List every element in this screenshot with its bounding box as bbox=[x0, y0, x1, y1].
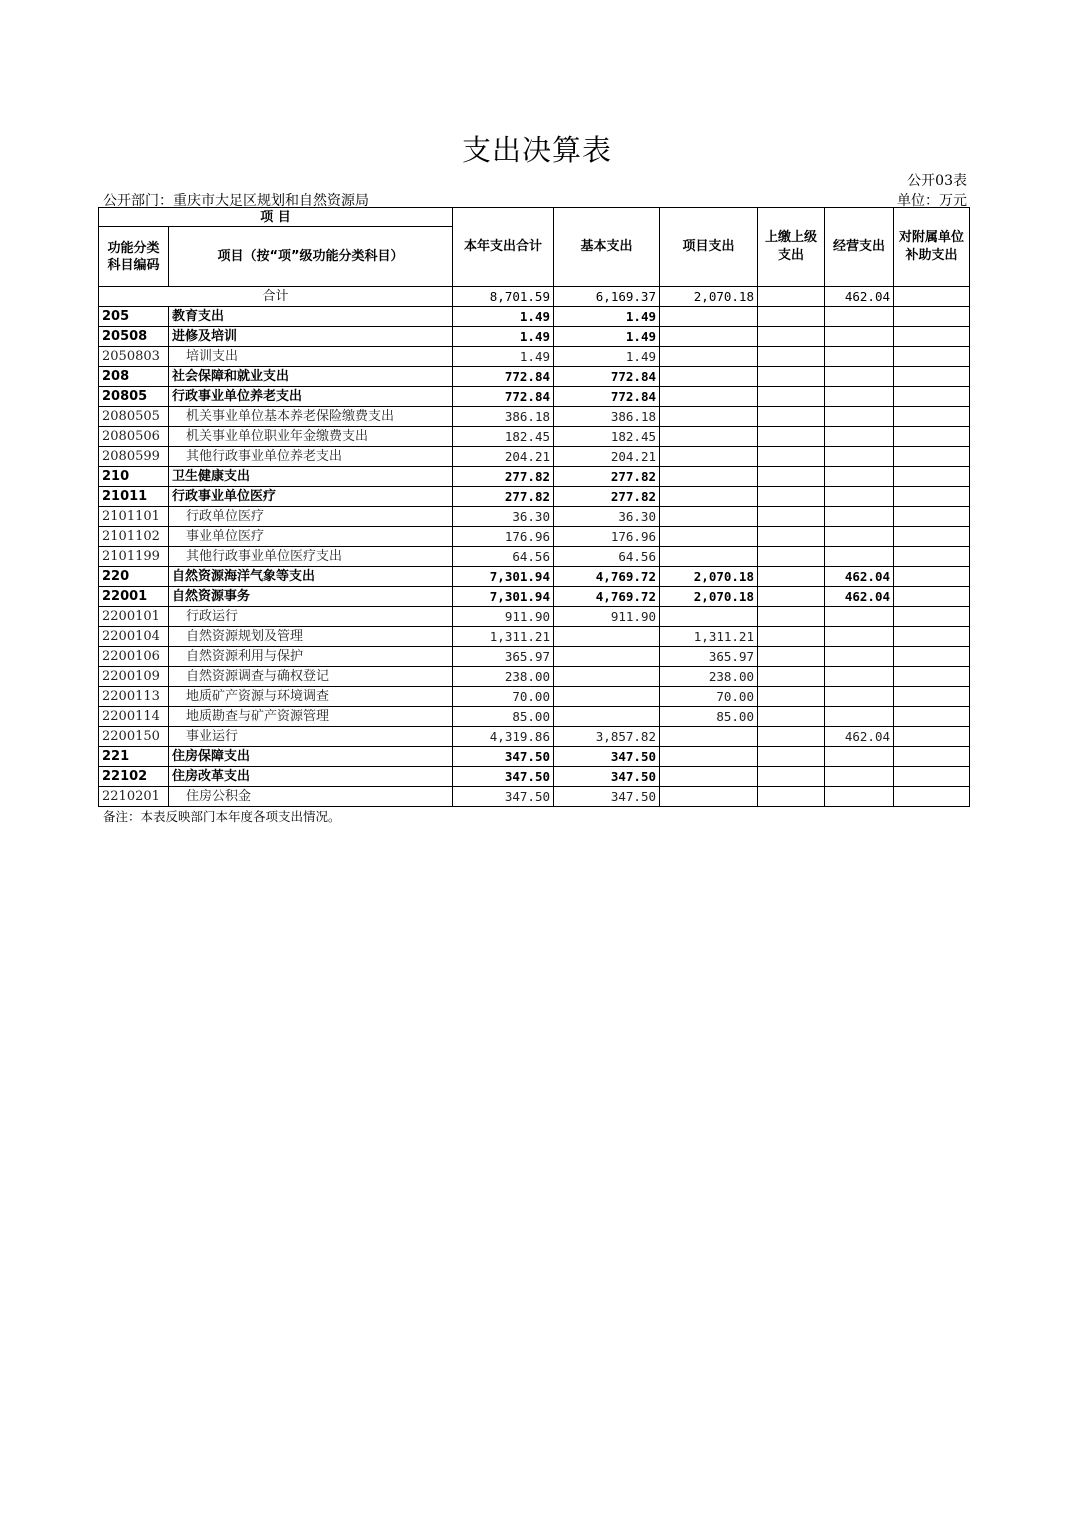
cell-basic: 36.30 bbox=[554, 507, 660, 527]
cell-name: 自然资源规划及管理 bbox=[169, 627, 453, 647]
cell-basic bbox=[554, 667, 660, 687]
cell-name: 其他行政事业单位医疗支出 bbox=[169, 547, 453, 567]
table-row bbox=[99, 567, 970, 587]
form-number: 公开03表 bbox=[907, 173, 967, 189]
cell-code: 2200104 bbox=[99, 627, 169, 647]
cell-project bbox=[660, 387, 758, 407]
cell-code: 2200106 bbox=[99, 647, 169, 667]
cell-upper bbox=[758, 527, 825, 547]
cell-project bbox=[660, 787, 758, 807]
table-row bbox=[99, 707, 970, 727]
cell-name: 教育支出 bbox=[169, 307, 453, 327]
cell-subsidy bbox=[894, 347, 970, 367]
cell-basic bbox=[554, 707, 660, 727]
cell-upper bbox=[758, 667, 825, 687]
table-row bbox=[99, 787, 970, 807]
cell-basic: 176.96 bbox=[554, 527, 660, 547]
cell-total: 347.50 bbox=[453, 747, 554, 767]
total-upper bbox=[758, 287, 825, 307]
table-row bbox=[99, 407, 970, 427]
cell-project: 365.97 bbox=[660, 647, 758, 667]
cell-name: 事业运行 bbox=[169, 727, 453, 747]
cell-upper bbox=[758, 327, 825, 347]
cell-upper bbox=[758, 727, 825, 747]
cell-upper bbox=[758, 547, 825, 567]
cell-upper bbox=[758, 587, 825, 607]
cell-total: 347.50 bbox=[453, 767, 554, 787]
cell-basic: 277.82 bbox=[554, 467, 660, 487]
cell-total: 277.82 bbox=[453, 467, 554, 487]
cell-project bbox=[660, 747, 758, 767]
cell-subsidy bbox=[894, 687, 970, 707]
table-row bbox=[99, 547, 970, 567]
cell-code: 20508 bbox=[99, 327, 169, 347]
total-project: 2,070.18 bbox=[660, 287, 758, 307]
cell-total: 347.50 bbox=[453, 787, 554, 807]
cell-project: 238.00 bbox=[660, 667, 758, 687]
cell-total: 85.00 bbox=[453, 707, 554, 727]
table-row bbox=[99, 427, 970, 447]
cell-subsidy bbox=[894, 607, 970, 627]
total-subsidy bbox=[894, 287, 970, 307]
cell-name: 行政事业单位医疗 bbox=[169, 487, 453, 507]
cell-basic: 182.45 bbox=[554, 427, 660, 447]
cell-business bbox=[825, 667, 894, 687]
cell-business: 462.04 bbox=[825, 727, 894, 747]
cell-basic: 347.50 bbox=[554, 787, 660, 807]
cell-code: 2101102 bbox=[99, 527, 169, 547]
cell-upper bbox=[758, 467, 825, 487]
cell-total: 64.56 bbox=[453, 547, 554, 567]
cell-business bbox=[825, 347, 894, 367]
cell-business bbox=[825, 507, 894, 527]
cell-name: 地质矿产资源与环境调查 bbox=[169, 687, 453, 707]
total-label: 合计 bbox=[99, 287, 453, 307]
cell-total: 238.00 bbox=[453, 667, 554, 687]
header-item-group: 项 目 bbox=[99, 208, 453, 227]
cell-total: 1.49 bbox=[453, 307, 554, 327]
cell-subsidy bbox=[894, 307, 970, 327]
cell-code: 2050803 bbox=[99, 347, 169, 367]
footnote: 备注：本表反映部门本年度各项支出情况。 bbox=[103, 809, 341, 824]
cell-business bbox=[825, 467, 894, 487]
cell-code: 2101199 bbox=[99, 547, 169, 567]
cell-subsidy bbox=[894, 467, 970, 487]
cell-subsidy bbox=[894, 767, 970, 787]
unit-label: 单位：万元 bbox=[897, 193, 967, 209]
cell-subsidy bbox=[894, 567, 970, 587]
cell-name: 自然资源事务 bbox=[169, 587, 453, 607]
header-business: 经营支出 bbox=[825, 208, 894, 287]
cell-name: 行政单位医疗 bbox=[169, 507, 453, 527]
cell-total: 1.49 bbox=[453, 347, 554, 367]
cell-subsidy bbox=[894, 387, 970, 407]
cell-project bbox=[660, 447, 758, 467]
cell-business bbox=[825, 747, 894, 767]
cell-name: 其他行政事业单位养老支出 bbox=[169, 447, 453, 467]
cell-upper bbox=[758, 447, 825, 467]
cell-subsidy bbox=[894, 427, 970, 447]
cell-code: 220 bbox=[99, 567, 169, 587]
cell-upper bbox=[758, 367, 825, 387]
cell-upper bbox=[758, 707, 825, 727]
table-row bbox=[99, 727, 970, 747]
cell-project bbox=[660, 547, 758, 567]
cell-total: 70.00 bbox=[453, 687, 554, 707]
table-row bbox=[99, 347, 970, 367]
cell-total: 386.18 bbox=[453, 407, 554, 427]
cell-basic: 1.49 bbox=[554, 327, 660, 347]
cell-project: 1,311.21 bbox=[660, 627, 758, 647]
cell-project: 2,070.18 bbox=[660, 587, 758, 607]
cell-total: 7,301.94 bbox=[453, 587, 554, 607]
cell-business: 462.04 bbox=[825, 587, 894, 607]
cell-total: 772.84 bbox=[453, 387, 554, 407]
cell-business bbox=[825, 547, 894, 567]
cell-basic: 204.21 bbox=[554, 447, 660, 467]
cell-subsidy bbox=[894, 787, 970, 807]
cell-subsidy bbox=[894, 407, 970, 427]
cell-subsidy bbox=[894, 327, 970, 347]
cell-project bbox=[660, 367, 758, 387]
cell-basic: 347.50 bbox=[554, 767, 660, 787]
cell-upper bbox=[758, 627, 825, 647]
cell-business bbox=[825, 787, 894, 807]
cell-project bbox=[660, 527, 758, 547]
cell-project bbox=[660, 507, 758, 527]
cell-basic bbox=[554, 627, 660, 647]
cell-basic: 1.49 bbox=[554, 307, 660, 327]
cell-project bbox=[660, 467, 758, 487]
cell-total: 277.82 bbox=[453, 487, 554, 507]
table-row bbox=[99, 467, 970, 487]
cell-name: 机关事业单位基本养老保险缴费支出 bbox=[169, 407, 453, 427]
table-row bbox=[99, 527, 970, 547]
cell-name: 自然资源调查与确权登记 bbox=[169, 667, 453, 687]
cell-name: 卫生健康支出 bbox=[169, 467, 453, 487]
header-subsidy: 对附属单位补助支出 bbox=[894, 208, 970, 287]
cell-code: 2200150 bbox=[99, 727, 169, 747]
cell-basic: 347.50 bbox=[554, 747, 660, 767]
cell-upper bbox=[758, 767, 825, 787]
cell-name: 住房公积金 bbox=[169, 787, 453, 807]
header-basic: 基本支出 bbox=[554, 208, 660, 287]
cell-name: 自然资源利用与保护 bbox=[169, 647, 453, 667]
cell-business: 462.04 bbox=[825, 567, 894, 587]
cell-name: 地质勘查与矿产资源管理 bbox=[169, 707, 453, 727]
cell-total: 204.21 bbox=[453, 447, 554, 467]
total-total: 8,701.59 bbox=[453, 287, 554, 307]
cell-business bbox=[825, 407, 894, 427]
table-row bbox=[99, 387, 970, 407]
cell-business bbox=[825, 327, 894, 347]
cell-business bbox=[825, 607, 894, 627]
cell-business bbox=[825, 767, 894, 787]
cell-project bbox=[660, 727, 758, 747]
cell-code: 2080505 bbox=[99, 407, 169, 427]
cell-name: 进修及培训 bbox=[169, 327, 453, 347]
cell-subsidy bbox=[894, 727, 970, 747]
header-name: 项目（按“项”级功能分类科目） bbox=[169, 227, 453, 287]
header-upper: 上缴上级支出 bbox=[758, 208, 825, 287]
cell-upper bbox=[758, 507, 825, 527]
cell-business bbox=[825, 307, 894, 327]
cell-code: 21011 bbox=[99, 487, 169, 507]
page-title: 支出决算表 bbox=[461, 133, 612, 167]
cell-business bbox=[825, 487, 894, 507]
cell-subsidy bbox=[894, 647, 970, 667]
cell-code: 2200109 bbox=[99, 667, 169, 687]
cell-project bbox=[660, 307, 758, 327]
cell-basic bbox=[554, 687, 660, 707]
table-row bbox=[99, 507, 970, 527]
cell-code: 22102 bbox=[99, 767, 169, 787]
cell-project: 70.00 bbox=[660, 687, 758, 707]
table-row bbox=[99, 687, 970, 707]
total-business: 462.04 bbox=[825, 287, 894, 307]
cell-basic: 4,769.72 bbox=[554, 567, 660, 587]
cell-basic bbox=[554, 647, 660, 667]
cell-project bbox=[660, 767, 758, 787]
table-row bbox=[99, 747, 970, 767]
cell-upper bbox=[758, 687, 825, 707]
table-row bbox=[99, 587, 970, 607]
cell-name: 机关事业单位职业年金缴费支出 bbox=[169, 427, 453, 447]
cell-name: 行政运行 bbox=[169, 607, 453, 627]
cell-total: 4,319.86 bbox=[453, 727, 554, 747]
cell-code: 20805 bbox=[99, 387, 169, 407]
cell-code: 2200101 bbox=[99, 607, 169, 627]
cell-code: 2080506 bbox=[99, 427, 169, 447]
cell-upper bbox=[758, 567, 825, 587]
cell-business bbox=[825, 647, 894, 667]
cell-code: 221 bbox=[99, 747, 169, 767]
cell-business bbox=[825, 627, 894, 647]
cell-basic: 772.84 bbox=[554, 387, 660, 407]
header-total: 本年支出合计 bbox=[453, 208, 554, 287]
cell-name: 社会保障和就业支出 bbox=[169, 367, 453, 387]
cell-name: 事业单位医疗 bbox=[169, 527, 453, 547]
table-row bbox=[99, 327, 970, 347]
cell-total: 176.96 bbox=[453, 527, 554, 547]
cell-total: 1,311.21 bbox=[453, 627, 554, 647]
cell-subsidy bbox=[894, 547, 970, 567]
table-row bbox=[99, 487, 970, 507]
cell-subsidy bbox=[894, 447, 970, 467]
table-row bbox=[99, 667, 970, 687]
cell-subsidy bbox=[894, 587, 970, 607]
cell-business bbox=[825, 387, 894, 407]
cell-business bbox=[825, 527, 894, 547]
cell-project bbox=[660, 327, 758, 347]
cell-business bbox=[825, 427, 894, 447]
cell-subsidy bbox=[894, 627, 970, 647]
table-row bbox=[99, 647, 970, 667]
expenditure-table bbox=[98, 207, 970, 807]
cell-upper bbox=[758, 407, 825, 427]
table-row bbox=[99, 627, 970, 647]
cell-total: 182.45 bbox=[453, 427, 554, 447]
cell-code: 210 bbox=[99, 467, 169, 487]
cell-total: 772.84 bbox=[453, 367, 554, 387]
cell-code: 2080599 bbox=[99, 447, 169, 467]
header-project: 项目支出 bbox=[660, 208, 758, 287]
cell-basic: 1.49 bbox=[554, 347, 660, 367]
cell-name: 住房改革支出 bbox=[169, 767, 453, 787]
cell-subsidy bbox=[894, 487, 970, 507]
cell-basic: 911.90 bbox=[554, 607, 660, 627]
cell-upper bbox=[758, 747, 825, 767]
cell-project: 85.00 bbox=[660, 707, 758, 727]
cell-upper bbox=[758, 487, 825, 507]
cell-code: 2200114 bbox=[99, 707, 169, 727]
cell-upper bbox=[758, 647, 825, 667]
cell-subsidy bbox=[894, 667, 970, 687]
department-label: 公开部门：重庆市大足区规划和自然资源局 bbox=[103, 193, 369, 209]
cell-subsidy bbox=[894, 527, 970, 547]
cell-basic: 4,769.72 bbox=[554, 587, 660, 607]
cell-subsidy bbox=[894, 747, 970, 767]
cell-code: 2200113 bbox=[99, 687, 169, 707]
cell-business bbox=[825, 687, 894, 707]
cell-total: 911.90 bbox=[453, 607, 554, 627]
cell-name: 住房保障支出 bbox=[169, 747, 453, 767]
table-row bbox=[99, 607, 970, 627]
cell-total: 365.97 bbox=[453, 647, 554, 667]
cell-business bbox=[825, 367, 894, 387]
total-basic: 6,169.37 bbox=[554, 287, 660, 307]
cell-upper bbox=[758, 387, 825, 407]
cell-total: 1.49 bbox=[453, 327, 554, 347]
cell-subsidy bbox=[894, 507, 970, 527]
cell-basic: 772.84 bbox=[554, 367, 660, 387]
cell-subsidy bbox=[894, 367, 970, 387]
cell-project bbox=[660, 347, 758, 367]
cell-project: 2,070.18 bbox=[660, 567, 758, 587]
total-row bbox=[99, 287, 970, 307]
cell-upper bbox=[758, 607, 825, 627]
table-row bbox=[99, 367, 970, 387]
cell-code: 2101101 bbox=[99, 507, 169, 527]
cell-code: 2210201 bbox=[99, 787, 169, 807]
cell-project bbox=[660, 487, 758, 507]
cell-upper bbox=[758, 347, 825, 367]
cell-upper bbox=[758, 307, 825, 327]
cell-project bbox=[660, 407, 758, 427]
cell-business bbox=[825, 707, 894, 727]
cell-basic: 64.56 bbox=[554, 547, 660, 567]
cell-name: 自然资源海洋气象等支出 bbox=[169, 567, 453, 587]
cell-basic: 277.82 bbox=[554, 487, 660, 507]
cell-business bbox=[825, 447, 894, 467]
table-row bbox=[99, 447, 970, 467]
cell-upper bbox=[758, 787, 825, 807]
cell-total: 36.30 bbox=[453, 507, 554, 527]
cell-code: 22001 bbox=[99, 587, 169, 607]
cell-basic: 3,857.82 bbox=[554, 727, 660, 747]
cell-subsidy bbox=[894, 707, 970, 727]
cell-upper bbox=[758, 427, 825, 447]
cell-name: 行政事业单位养老支出 bbox=[169, 387, 453, 407]
header-code: 功能分类科目编码 bbox=[99, 227, 169, 287]
cell-project bbox=[660, 607, 758, 627]
table-row bbox=[99, 767, 970, 787]
cell-basic: 386.18 bbox=[554, 407, 660, 427]
cell-name: 培训支出 bbox=[169, 347, 453, 367]
table-row bbox=[99, 307, 970, 327]
cell-code: 205 bbox=[99, 307, 169, 327]
cell-total: 7,301.94 bbox=[453, 567, 554, 587]
cell-project bbox=[660, 427, 758, 447]
cell-code: 208 bbox=[99, 367, 169, 387]
